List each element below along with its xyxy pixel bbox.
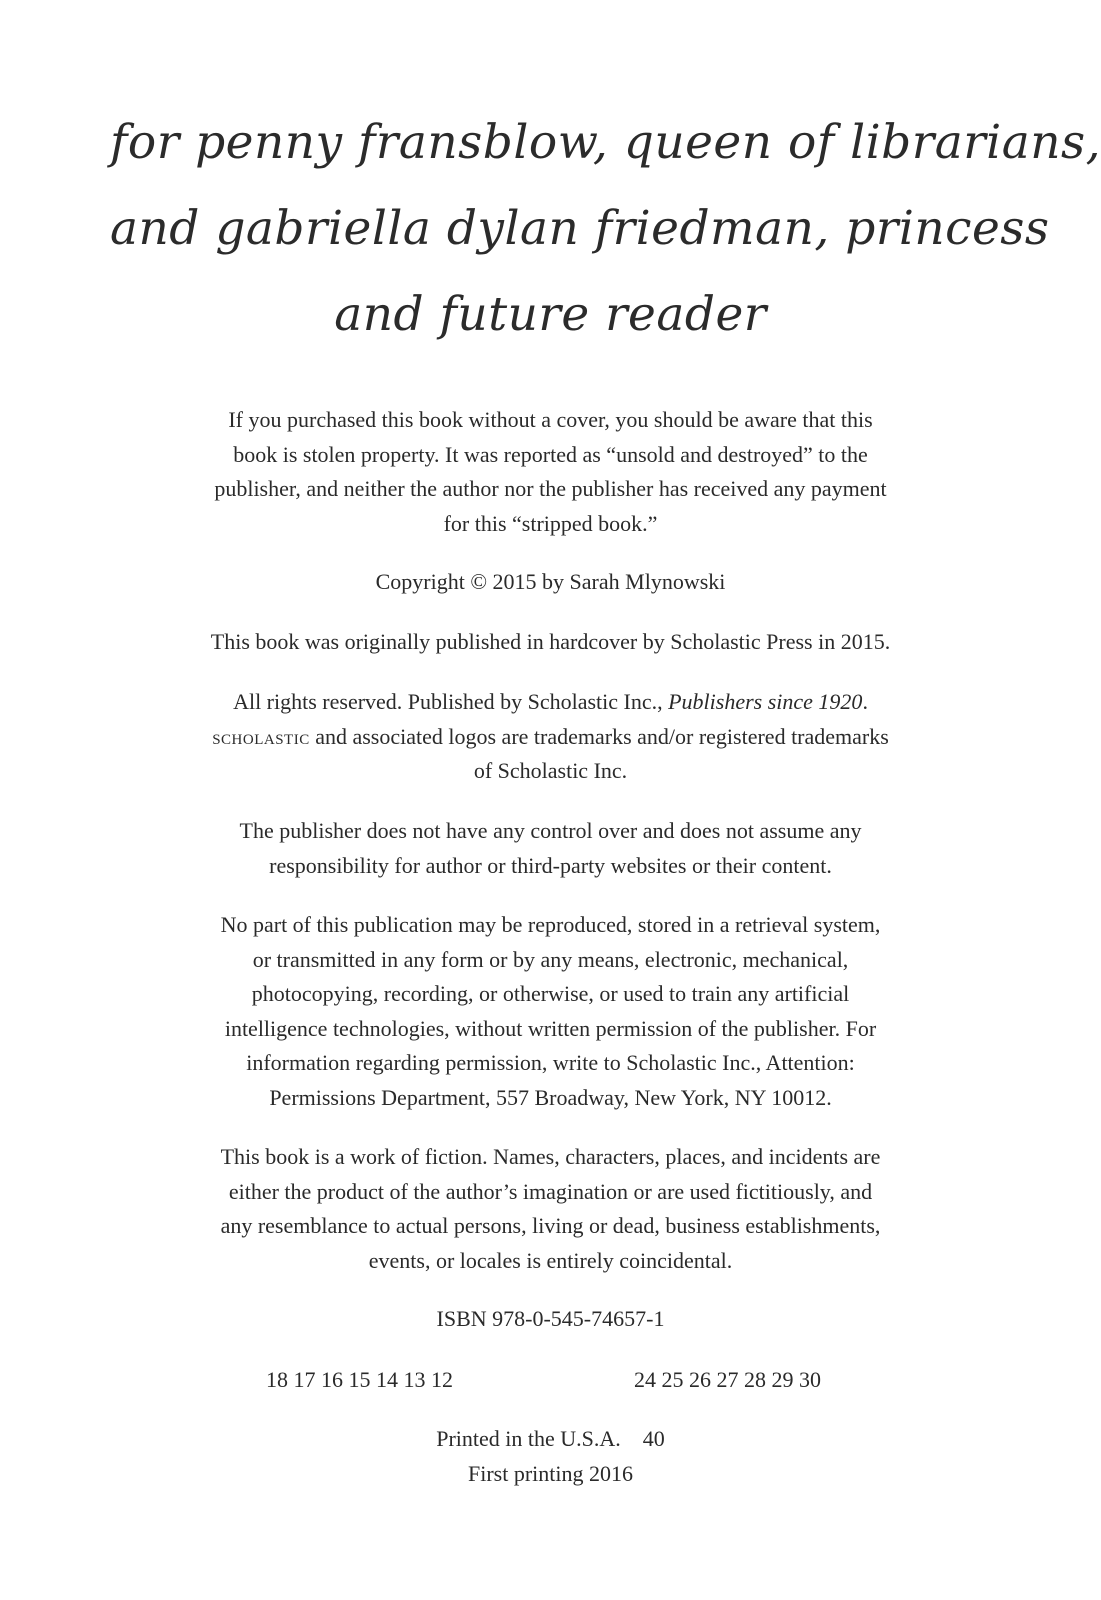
original-publication-text: This book was originally published in hardcover by Scholastic Press in 2015. xyxy=(210,629,891,654)
printing-numbers-right: 24 25 26 27 28 29 30 xyxy=(634,1367,821,1392)
rights-line-3: of Scholastic Inc. xyxy=(473,758,628,783)
dedication xyxy=(110,100,1101,358)
text-line: events, or locales is entirely coincidental. xyxy=(368,1247,733,1273)
text-line: Permissions Department, 557 Broadway, New York, NY 10012. xyxy=(269,1084,832,1110)
text-line: intelligence technologies, without written permission of the publisher. For xyxy=(224,1015,877,1041)
rights-line-1 xyxy=(150,685,951,720)
text-line: photocopying, recording, or otherwise, or used to train any artificial xyxy=(251,981,850,1006)
printing-numbers-left: 18 17 16 15 14 13 12 xyxy=(266,1367,453,1392)
text-line: No part of this publication may be reproduced, stored in a retrieval system, xyxy=(220,912,881,937)
rights-text: All rights reserved. Published by Scholastic Inc., xyxy=(233,689,669,714)
text-line: information regarding permission, write to Scholastic Inc., Attention: xyxy=(246,1050,855,1075)
copyright-line xyxy=(150,565,951,600)
fiction-notice xyxy=(150,1140,951,1278)
isbn-text: ISBN 978-0-545-74657-1 xyxy=(436,1306,665,1331)
rights-line-2 xyxy=(150,720,951,755)
scholastic-trademark: scholastic xyxy=(212,723,310,749)
first-printing-text: First printing 2016 xyxy=(467,1460,633,1486)
stripped-book-notice xyxy=(150,403,951,541)
text-line: either the product of the author’s imagination or are used fictitiously, and xyxy=(228,1178,873,1204)
dedication-line: for penny fransblow, queen of librarians, xyxy=(110,115,1101,170)
publishers-since-text: Publishers since 1920 xyxy=(668,689,863,714)
printing-info xyxy=(150,1422,951,1491)
text-line: The publisher does not have any control over and does not assume any xyxy=(239,818,862,843)
copyright-text: Copyright © 2015 by Sarah Mlynowski xyxy=(375,569,726,594)
text-line: publisher, and neither the author nor the publisher has received any payment xyxy=(214,476,887,501)
text-line: responsibility for author or third-party websites or their content. xyxy=(269,852,832,878)
printing-numbers xyxy=(0,1363,1101,1397)
text-line: This book is a work of fiction. Names, characters, places, and incidents are xyxy=(220,1144,881,1169)
trademark-text: and associated logos are trademarks and/or registered trademarks xyxy=(309,723,889,749)
dedication-line: and gabriella dylan friedman, princess xyxy=(110,201,1050,256)
text-line: or transmitted in any form or by any means, electronic, mechanical, xyxy=(252,946,849,972)
original-publication xyxy=(150,625,951,660)
rights-period: . xyxy=(862,689,868,714)
text-line: any resemblance to actual persons, living or dead, business establishments, xyxy=(220,1213,881,1238)
printed-in-text: Printed in the U.S.A. 40 xyxy=(436,1426,665,1451)
dedication-line: and future reader xyxy=(334,287,767,342)
isbn xyxy=(150,1302,951,1337)
rights-notice xyxy=(150,685,951,789)
websites-disclaimer xyxy=(150,814,951,883)
text-line: book is stolen property. It was reported as “unsold and destroyed” to the xyxy=(233,441,868,467)
reproduction-notice xyxy=(150,908,951,1115)
text-line: If you purchased this book without a cover, you should be aware that this xyxy=(228,407,873,432)
text-line: for this “stripped book.” xyxy=(443,510,658,536)
